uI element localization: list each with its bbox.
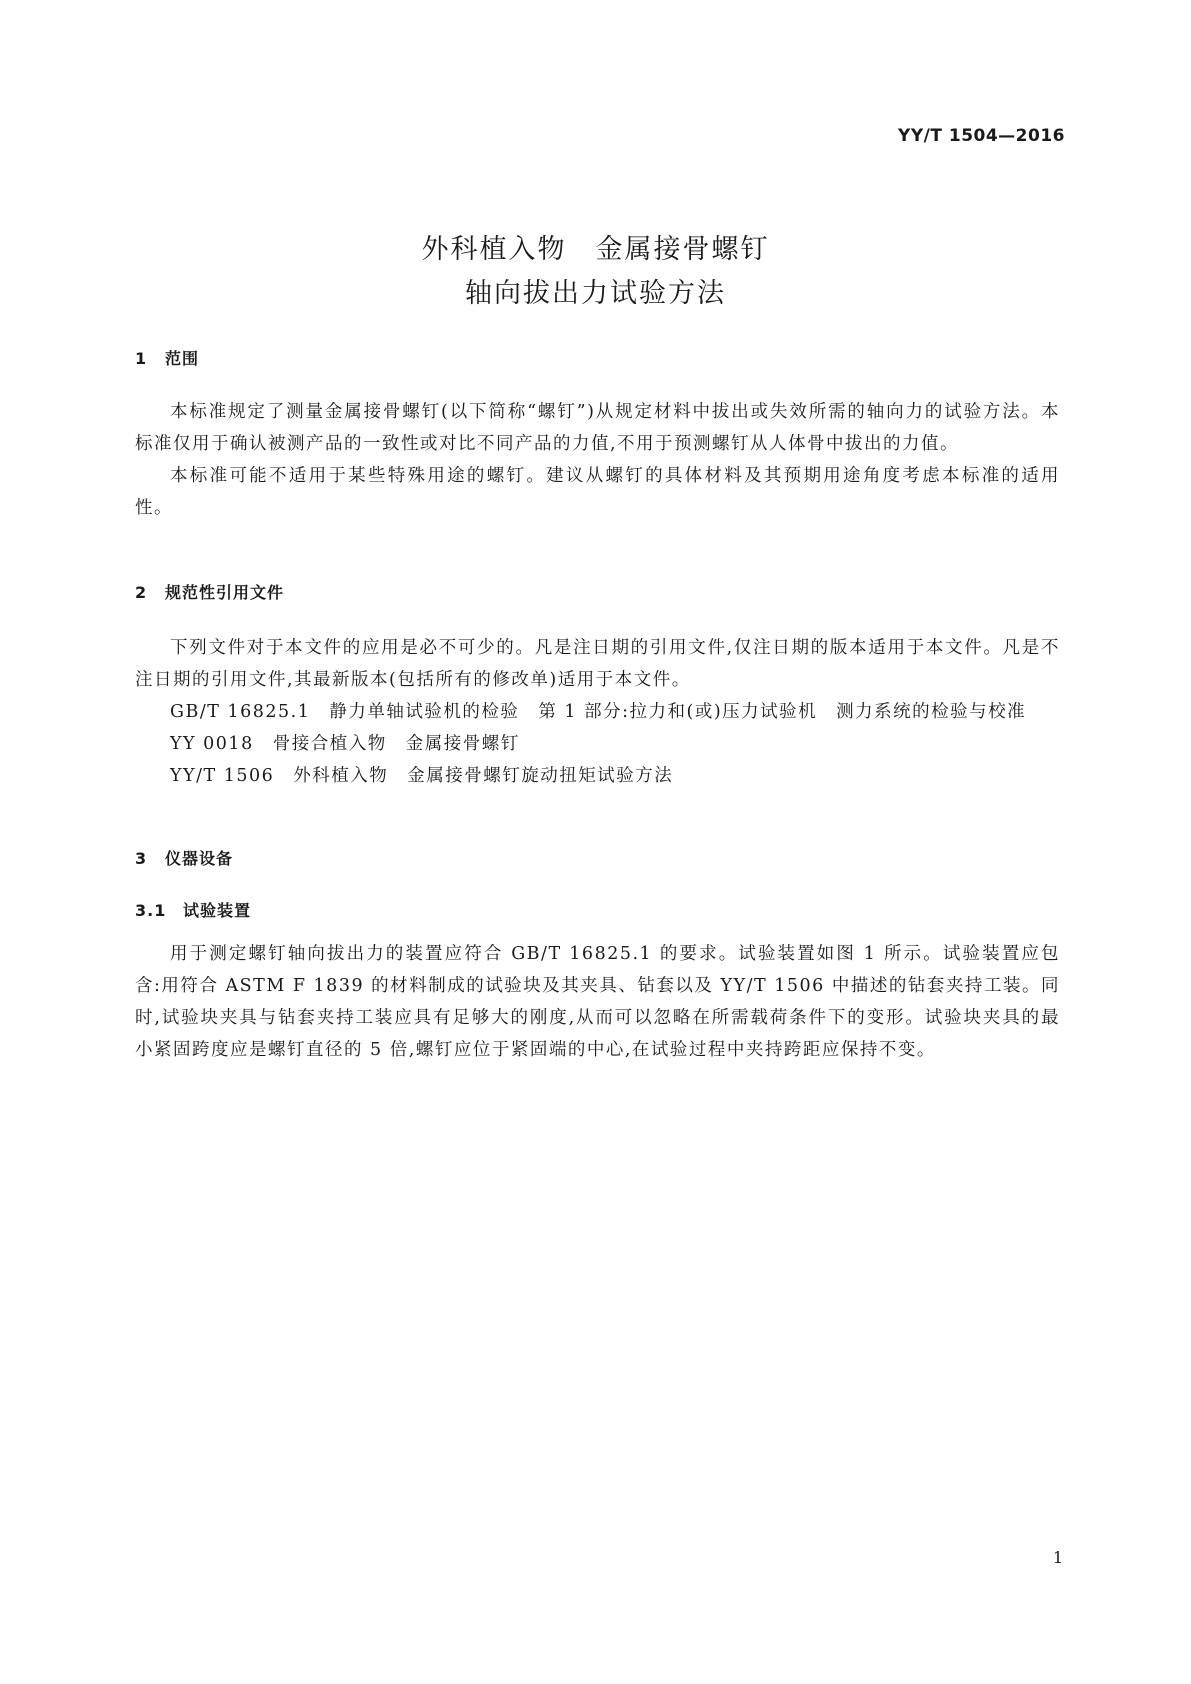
section-3-number: 3	[135, 849, 148, 868]
document-title	[0, 228, 1191, 316]
section-2-body	[135, 632, 1060, 792]
section-1-body	[135, 396, 1060, 524]
section-2-paragraph: 下列文件对于本文件的应用是必不可少的。凡是注日期的引用文件,仅注日期的版本适用于本文件。凡是不注日期的引用文件,其最新版本(包括所有的修改单)适用于本文件。	[135, 638, 1060, 690]
section-1-paragraph: 本标准可能不适用于某些特殊用途的螺钉。建议从螺钉的具体材料及其预期用途角度考虑本标准的适用性。	[135, 466, 1060, 518]
title-line-1: 外科植入物 金属接骨螺钉	[421, 234, 770, 265]
section-1-heading	[135, 346, 199, 369]
section-3-1-paragraph: 用于测定螺钉轴向拔出力的装置应符合 GB/T 16825.1 的要求。试验装置如图 1 所示。试验装置应包含:用符合 ASTM F 1839 的材料制成的试验块及其夹具、钻套以及 YY/T 1506 中描述的钻套夹持工装。同时,试验块夹具与钻套夹持工装应具有足够大的刚度,从而可以忽略在所需载荷条件下的变形。试验块夹具的最小紧固跨度应是螺钉直径的 5 倍,螺钉应位于紧固端的中心,在试验过程中夹持跨距应保持不变。	[135, 944, 1060, 1060]
section-2-title: 规范性引用文件	[165, 583, 285, 602]
section-3-1-number: 3.1	[135, 901, 167, 920]
section-3-1-heading	[135, 898, 251, 921]
reference-item: GB/T 16825.1 静力单轴试验机的检验 第 1 部分:拉力和(或)压力试验机 测力系统的检验与校准	[170, 702, 1027, 722]
section-3-1-body	[135, 938, 1060, 1066]
page-number: 1	[1052, 1548, 1063, 1567]
title-line-2: 轴向拔出力试验方法	[465, 278, 726, 309]
section-3-title: 仪器设备	[165, 849, 234, 868]
standard-code: YY/T 1504—2016	[898, 126, 1065, 146]
section-2-number: 2	[135, 583, 148, 602]
reference-item: YY/T 1506 外科植入物 金属接骨螺钉旋动扭矩试验方法	[170, 766, 674, 786]
section-3-1-title: 试验装置	[183, 901, 252, 920]
section-2-heading	[135, 580, 284, 603]
section-3-heading	[135, 846, 233, 869]
section-1-title: 范围	[165, 349, 200, 368]
reference-item: YY 0018 骨接合植入物 金属接骨螺钉	[170, 734, 520, 754]
section-1-paragraph: 本标准规定了测量金属接骨螺钉(以下简称“螺钉”)从规定材料中拔出或失效所需的轴向力的试验方法。本标准仅用于确认被测产品的一致性或对比不同产品的力值,不用于预测螺钉从人体骨中拔出的力值。	[135, 402, 1060, 454]
section-1-number: 1	[135, 349, 148, 368]
